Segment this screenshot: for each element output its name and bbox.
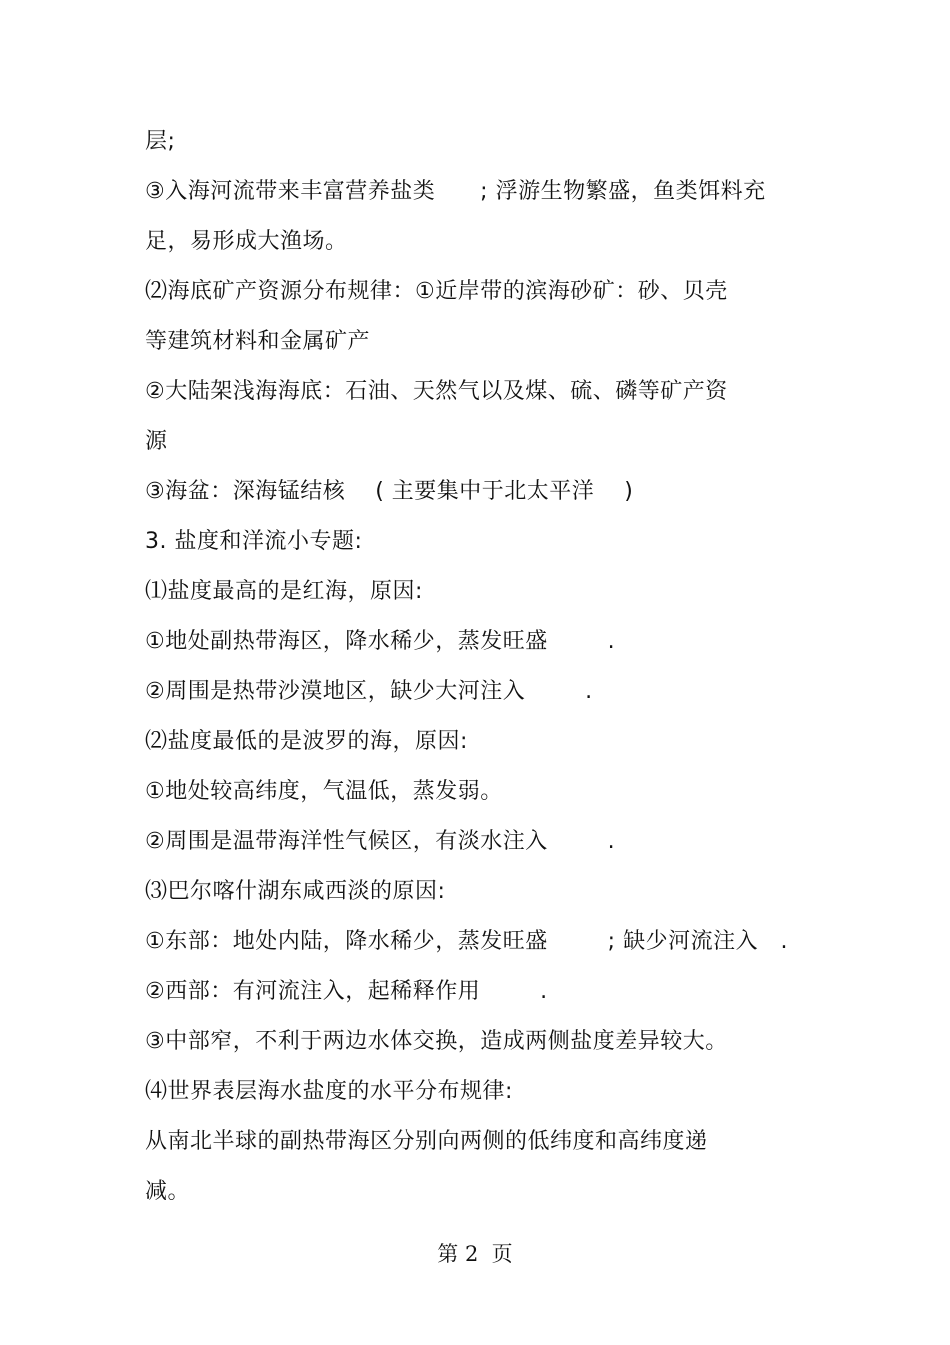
text-line-18: ②西部：有河流注入，起稀释作用 . <box>145 979 548 1004</box>
text-line-13: ⑵盐度最低的是波罗的海，原因: <box>145 729 468 754</box>
text-line-2: ③入海河流带来丰富营养盐类 ; 浮游生物繁盛，鱼类饵料充 <box>145 179 766 204</box>
text-line-5: 等建筑材料和金属矿产 <box>145 329 371 354</box>
section-heading: 3. 盐度和洋流小专题: <box>145 529 363 554</box>
text-line-7: 源 <box>145 429 168 454</box>
text-line-12: ②周围是热带沙漠地区，缺少大河注入 . <box>145 679 593 704</box>
text-line-22: 减。 <box>145 1179 191 1204</box>
text-line-4: ⑵海底矿产资源分布规律：①近岸带的滨海砂矿：砂、贝壳 <box>145 279 728 304</box>
text-line-11: ①地处副热带海区，降水稀少，蒸发旺盛 . <box>145 629 616 654</box>
text-line-14: ①地处较高纬度，气温低，蒸发弱。 <box>145 779 503 804</box>
text-line-16: ⑶巴尔喀什湖东咸西淡的原因: <box>145 879 446 904</box>
text-line-8: ③海盆：深海锰结核 ( 主要集中于北太平洋 ) <box>145 479 634 504</box>
text-line-20: ⑷世界表层海水盐度的水平分布规律: <box>145 1079 513 1104</box>
page-number: 第 2 页 <box>437 1242 513 1266</box>
text-line-3: 足，易形成大渔场。 <box>145 229 348 254</box>
text-line-1: 层; <box>145 129 176 154</box>
text-line-17: ①东部：地处内陆，降水稀少，蒸发旺盛 ; 缺少河流注入 . <box>145 929 789 954</box>
text-line-10: ⑴盐度最高的是红海，原因: <box>145 579 423 604</box>
text-line-6: ②大陆架浅海海底：石油、天然气以及煤、硫、磷等矿产资 <box>145 379 728 404</box>
text-line-19: ③中部窄，不利于两边水体交换，造成两侧盐度差异较大。 <box>145 1029 728 1054</box>
text-line-15: ②周围是温带海洋性气候区，有淡水注入 . <box>145 829 616 854</box>
text-line-21: 从南北半球的副热带海区分别向两侧的低纬度和高纬度递 <box>145 1129 708 1154</box>
